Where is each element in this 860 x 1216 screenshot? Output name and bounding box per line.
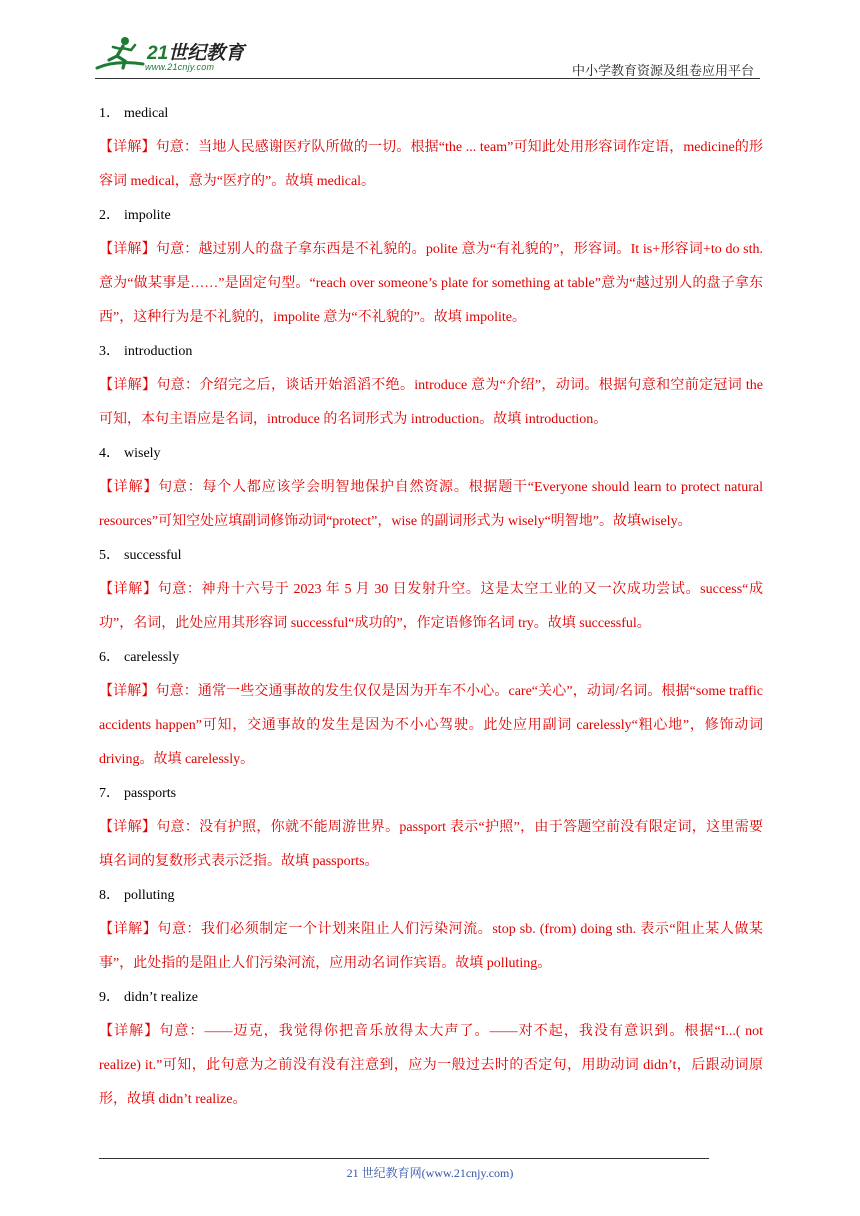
answer-item [99, 342, 763, 437]
explanation [99, 573, 763, 641]
explanation-text: 句意：越过别人的盘子拿东西是不礼貌的。polite 意为“有礼貌的”，形容词。It is+形容词+to do sth.意为“做某事是……”是固定句型。“reach over someone’s plate for something at table”意为“越过别人的盘子拿东西”，这种行为是不礼貌的，impolite 意为“不礼貌的”。故填 impolite。 [99, 242, 763, 325]
answer-item [99, 104, 763, 199]
answer-text: polluting [124, 888, 175, 903]
answer-text: impolite [124, 208, 171, 223]
page-header [95, 30, 760, 80]
explanation-text: 句意：神舟十六号于 2023 年 5 月 30 日发射升空。这是太空工业的又一次成功尝试。success“成功”，名词，此处应用其形容词 successful“成功的”，作定语修饰名词 try。故填 successful。 [99, 582, 764, 631]
logo-brand-text: 世纪教育 [168, 43, 245, 64]
explanation [99, 913, 763, 981]
explanation-tag: 【详解】 [99, 140, 156, 155]
answer-item [99, 546, 763, 641]
page-footer[interactable]: 21 世纪教育网(www.21cnjy.com) [346, 1166, 514, 1180]
explanation-tag: 【详解】 [99, 820, 157, 835]
explanation [99, 131, 763, 199]
explanation-text: 句意：——迈克，我觉得你把音乐放得太大声了。——对不起，我没有意识到。根据“I...( not realize) it.”可知，此句意为之前没有没有注意到，应为一般过去时的否定句，用助动词 didn’t，后跟动词原形，故填 didn’t realize。 [99, 1024, 763, 1107]
answer-item [99, 206, 763, 335]
answer-item [99, 648, 763, 777]
explanation-text: 句意：当地人民感谢医疗队所做的一切。根据“the ... team”可知此处用形容词作定语，medicine的形容词 medical，意为“医疗的”。故填 medical。 [99, 140, 764, 189]
answer-line [99, 206, 763, 226]
answer-item [99, 988, 763, 1117]
logo-brand [147, 38, 244, 65]
answer-text: passports [124, 786, 177, 801]
explanation-text: 句意：通常一些交通事故的发生仅仅是因为开车不小心。care“关心”，动词/名词。根据“some traffic accidents happen”可知，交通事故的发生是因为不小心驾驶。此处应用副词 carelessly“粗心地”，修饰动词 driving。故填 carelessly。 [99, 684, 764, 767]
answer-text: successful [124, 548, 182, 563]
answer-item [99, 886, 763, 981]
header-divider [95, 78, 760, 79]
answer-text: introduction [124, 344, 193, 359]
explanation-text: 句意：没有护照，你就不能周游世界。passport 表示“护照”，由于答题空前没有限定词，这里需要填名词的复数形式表示泛指。故填 passports。 [99, 820, 763, 869]
question-number: 9． [99, 990, 120, 1005]
answer-text: wisely [124, 446, 161, 461]
question-number: 7． [99, 786, 120, 801]
question-number: 3． [99, 344, 120, 359]
footer-divider [99, 1158, 709, 1159]
answer-item [99, 444, 763, 539]
explanation-tag: 【详解】 [99, 684, 156, 699]
answer-list [99, 104, 763, 1124]
answer-text: didn’t realize [124, 990, 198, 1005]
question-number: 4． [99, 446, 120, 461]
logo-url: www.21cnjy.com [145, 62, 215, 72]
explanation [99, 675, 763, 777]
explanation-tag: 【详解】 [99, 480, 159, 495]
explanation-tag: 【详解】 [99, 582, 158, 597]
answer-line [99, 784, 763, 804]
answer-text: carelessly [124, 650, 180, 665]
answer-line [99, 104, 763, 124]
explanation [99, 811, 763, 879]
answer-line [99, 886, 763, 906]
answer-text: medical [124, 106, 169, 121]
explanation-tag: 【详解】 [99, 242, 156, 257]
explanation-tag: 【详解】 [99, 378, 157, 393]
explanation-text: 句意：介绍完之后，谈话开始滔滔不绝。introduce 意为“介绍”，动词。根据句意和空前定冠词 the 可知，本句主语应是名词，introduce 的名词形式为 introduction。故填 introduction。 [99, 378, 763, 427]
site-logo[interactable] [95, 34, 265, 74]
explanation [99, 233, 763, 335]
answer-line [99, 988, 763, 1008]
answer-line [99, 444, 763, 464]
answer-line [99, 342, 763, 362]
explanation [99, 369, 763, 437]
question-number: 2． [99, 208, 120, 223]
answer-line [99, 648, 763, 668]
question-number: 6． [99, 650, 120, 665]
answer-item [99, 784, 763, 879]
explanation-tag: 【详解】 [99, 922, 158, 937]
explanation-text: 句意：每个人都应该学会明智地保护自然资源。根据题干“Everyone should learn to protect natural resources”可知空处应填副词修饰动词“protect”，wise 的副词形式为 wisely“明智地”。故填wisely。 [99, 480, 763, 529]
logo-brand-number: 21 [147, 43, 169, 64]
explanation-tag: 【详解】 [99, 1024, 160, 1039]
question-number: 1． [99, 106, 120, 121]
question-number: 5． [99, 548, 120, 563]
runner-logo-icon [95, 34, 147, 76]
platform-title: 中小学教育资源及组卷应用平台 [571, 63, 754, 78]
explanation [99, 471, 763, 539]
explanation-text: 句意：我们必须制定一个计划来阻止人们污染河流。stop sb. (from) doing sth. 表示“阻止某人做某事”，此处指的是阻止人们污染河流，应用动名词作宾语。故填 polluting。 [99, 922, 764, 971]
explanation [99, 1015, 763, 1117]
question-number: 8． [99, 888, 120, 903]
answer-line [99, 546, 763, 566]
